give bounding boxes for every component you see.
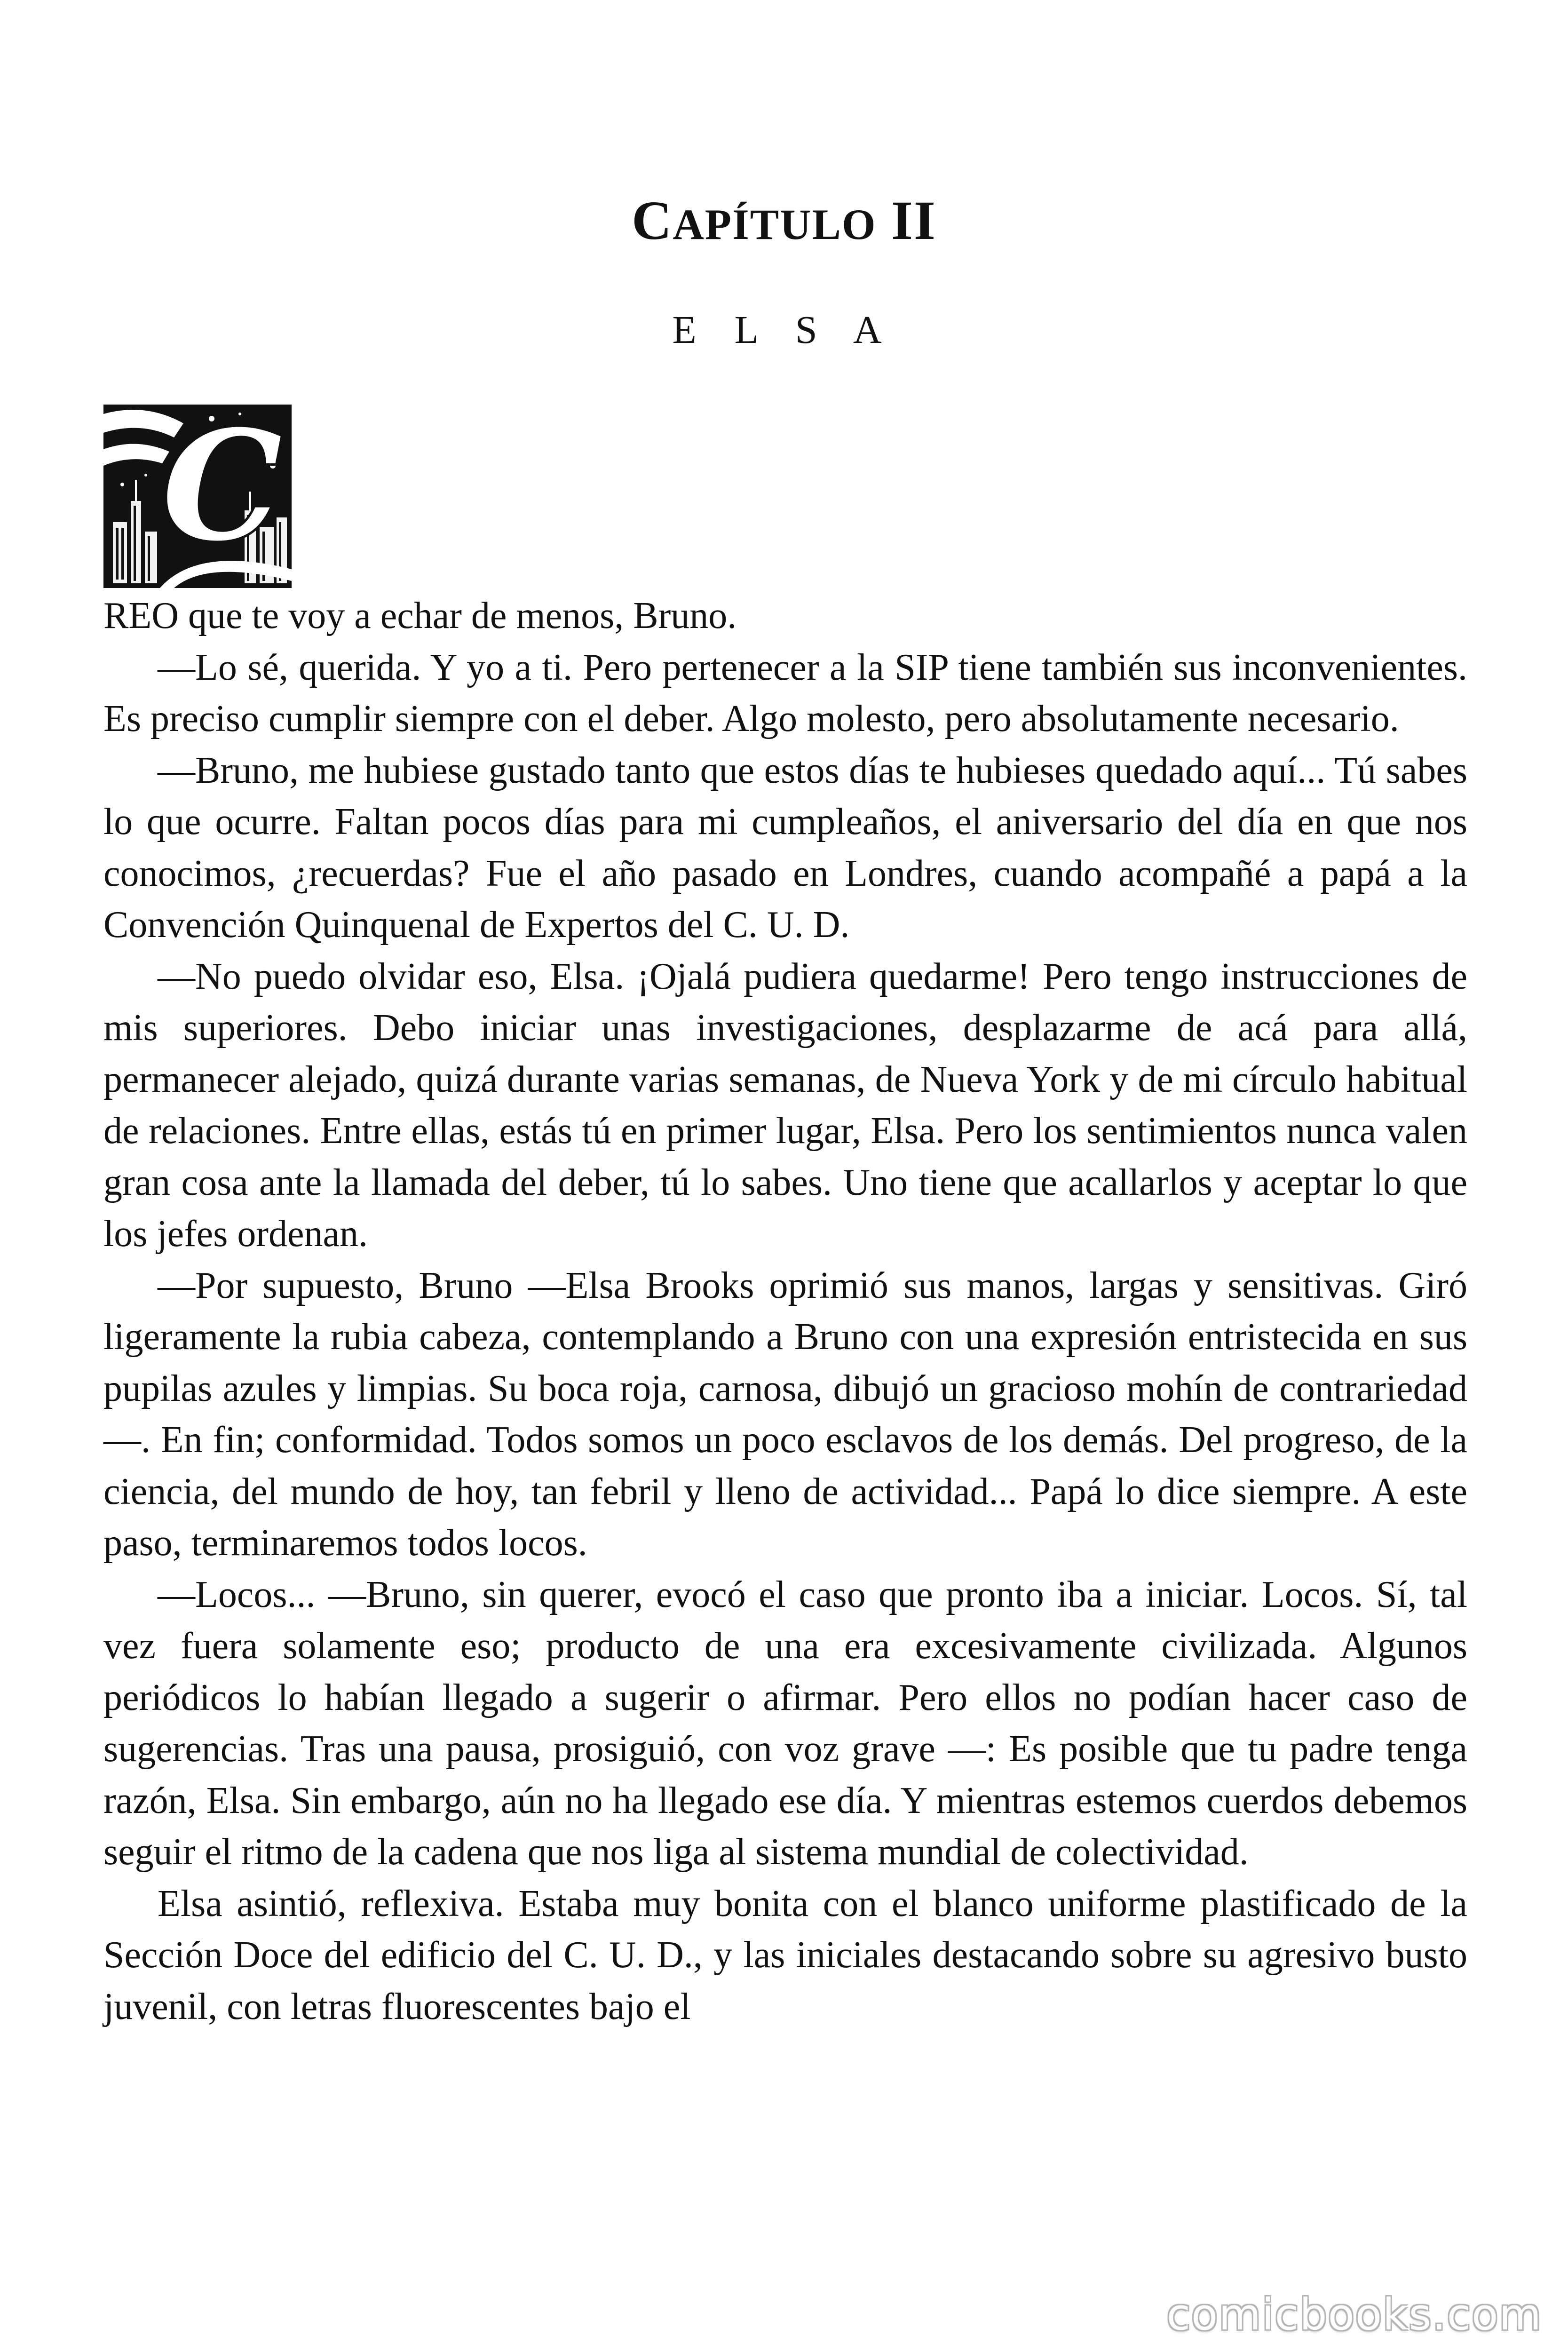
dropcap-illustration [103,405,292,588]
paragraph: Elsa asintió, reflexiva. Estaba muy bonita con el blanco uniforme plastificado de la Sección Doce del edificio del C. U. D., y las iniciales destacando sobre su agresivo busto juvenil, con letras fluorescentes bajo el [103,1883,1467,2027]
paragraph: —Lo sé, querida. Y yo a ti. Pero pertenecer a la SIP tiene también sus inconvenientes. Es preciso cumplir siempre con el deber. Algo molesto, pero absolutamente necesario. [103,646,1467,739]
chapter-title [0,190,1568,251]
chapter-subtitle: E L S A [672,308,896,352]
chapter-title-word: APÍTULO [673,200,877,248]
chapter-title-initial: C [632,190,673,251]
paragraph: —Bruno, me hubiese gustado tanto que estos días te hubieses quedado aquí... Tú sabes lo que ocurre. Faltan pocos días para mi cumpleaños, el aniversario del día en que nos conocimos, ¿recuerdas? Fue el año pasado en Londres, cuando acompañé a papá a la Convención Quinquenal de Expertos del C. U. D. [103,749,1467,946]
paragraph: —Locos... —Bruno, sin querer, evocó el caso que pronto iba a iniciar. Locos. Sí, tal vez fuera solamente eso; producto de una era excesivamente civilizada. Algunos periódicos lo habían llegado a sugerir o afirmar. Pero ellos no podían hacer caso de sugerencias. Tras una pausa, prosiguió, con voz grave —: Es posible que tu padre tenga razón, Elsa. Sin embargo, aún no ha llegado ese día. Y mientras estemos cuerdos debemos seguir el ritmo de la cadena que nos liga al sistema mundial de colectividad. [103,1573,1467,1873]
paragraph: —Por supuesto, Bruno —Elsa Brooks oprimió sus manos, largas y sensitivas. Giró ligeramente la rubia cabeza, contemplando a Bruno con una expresión entristecida en sus pupilas azules y limpias. Su boca roja, carnosa, dibujó un gracioso mohín de contrariedad—. En fin; conformidad. Todos somos un poco esclavos de los demás. Del progreso, de la ciencia, del mundo de hoy, tan febril y lleno de actividad... Papá lo dice siempre. A este paso, terminaremos todos locos. [103,1264,1467,1564]
paragraph: —No puedo olvidar eso, Elsa. ¡Ojalá pudiera quedarme! Pero tengo instrucciones de mis superiores. Debo iniciar unas investigaciones, desplazarme de acá para allá, permanecer alejado, quizá durante varias semanas, de Nueva York y de mi círculo habitual de relaciones. Entre ellas, estás tú en primer lugar, Elsa. Pero los sentimientos nunca valen gran cosa ante la llamada del deber, tú lo sabes. Uno tiene que acallarlos y aceptar lo que los jefes ordenan. [103,955,1467,1255]
dropcap-city-icon [103,405,292,588]
watermark: comicbooks.com [1166,2289,1542,2340]
paragraph: REO que te voy a echar de menos, Bruno. [103,595,737,636]
dropcap-letter: C [162,405,282,574]
body-text [103,590,1467,2033]
chapter-title-numeral: II [891,190,936,251]
